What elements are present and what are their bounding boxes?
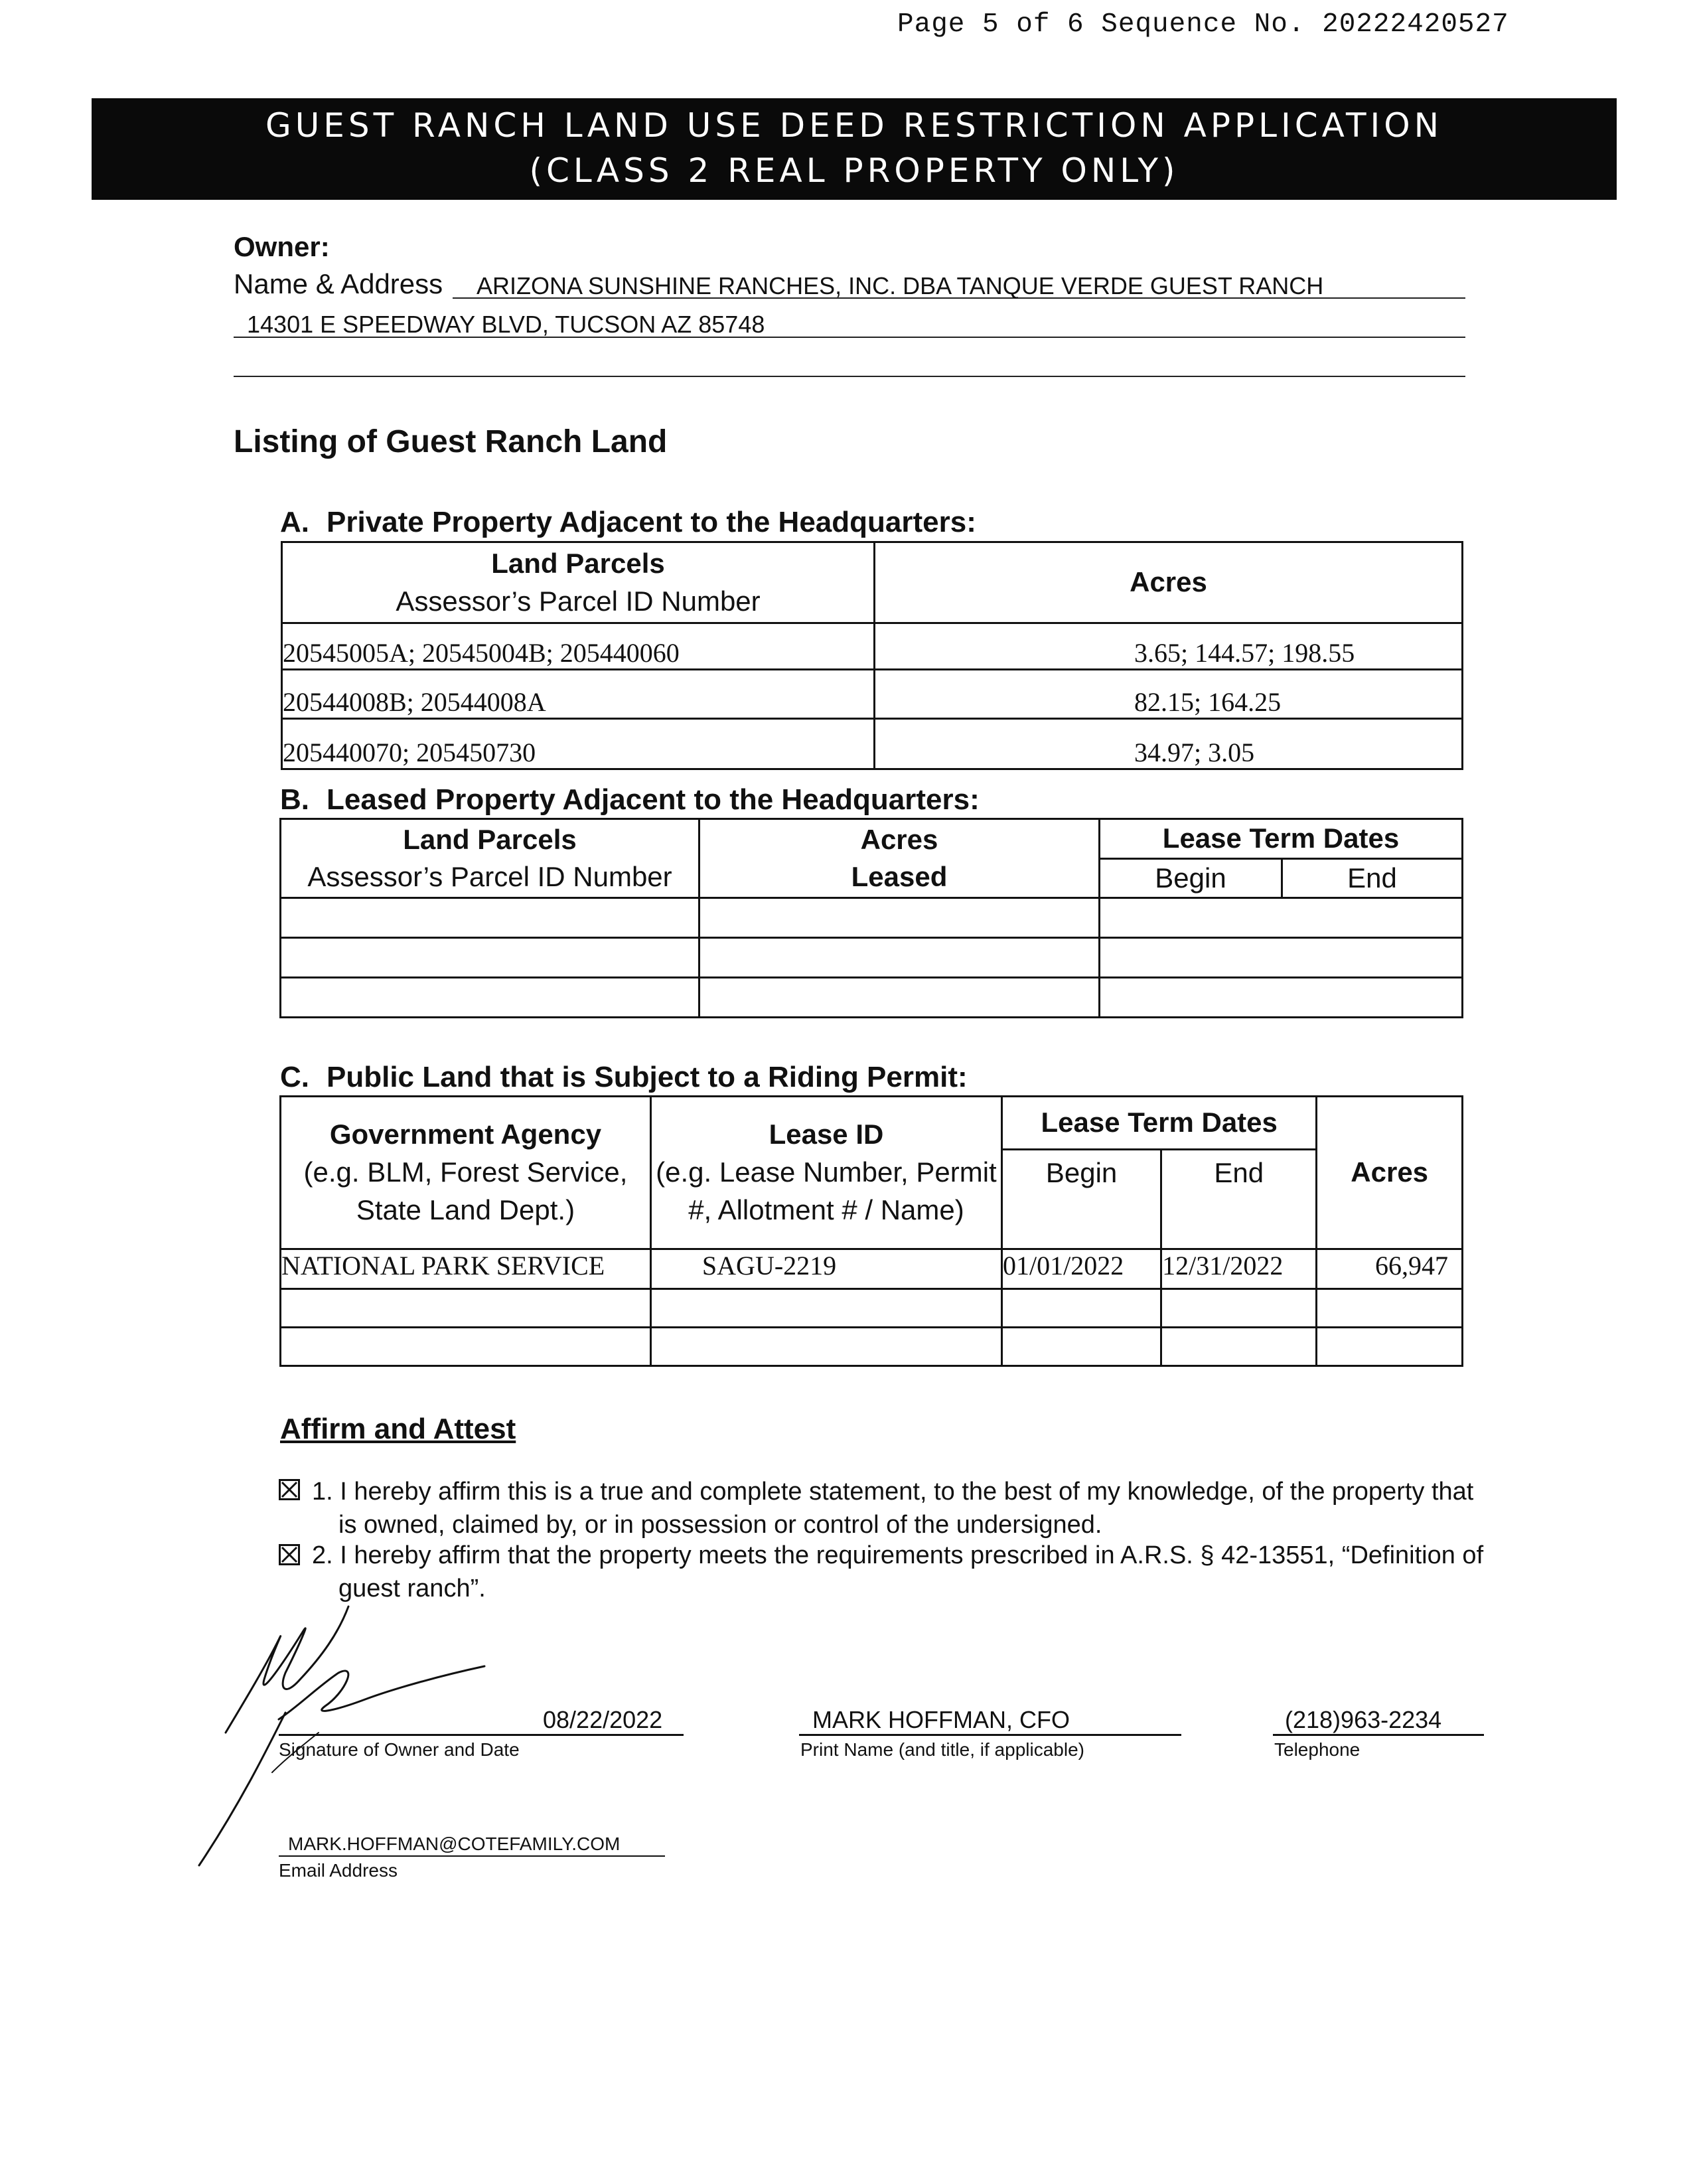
table-a-acres-cell: 34.97; 3.05 xyxy=(875,719,1463,769)
table-b-parcels-cell xyxy=(281,938,699,978)
affirm-checkbox-1[interactable] xyxy=(279,1479,300,1504)
section-c-heading xyxy=(280,1061,968,1094)
table-row xyxy=(281,1289,1463,1328)
table-c-lease-term-text: Lease Term Dates xyxy=(1041,1107,1278,1138)
table-row xyxy=(282,670,1463,719)
telephone-value: (218)963-2234 xyxy=(1285,1706,1442,1733)
section-c-letter: C. xyxy=(280,1061,309,1093)
private-property-table xyxy=(281,541,1463,770)
table-row xyxy=(281,938,1463,978)
table-row xyxy=(281,1249,1463,1289)
table-a-parcels-cell: 205440070; 205450730 xyxy=(282,719,875,769)
table-c-acres-cell xyxy=(1317,1289,1463,1328)
table-c-begin-cell xyxy=(1002,1289,1161,1328)
table-c-lease-cell xyxy=(650,1328,1001,1366)
table-c-agency-cell xyxy=(281,1328,651,1366)
table-c-begin-cell xyxy=(1002,1328,1161,1366)
table-b-dates-cell xyxy=(1100,938,1463,978)
section-b-title: Leased Property Adjacent to the Headquarters: xyxy=(327,783,980,816)
leased-property-table xyxy=(279,818,1463,1018)
telephone-label: Telephone xyxy=(1274,1739,1361,1760)
table-b-dates-cell xyxy=(1100,978,1463,1018)
print-name-label: Print Name (and title, if applicable) xyxy=(800,1739,1084,1760)
table-b-parcels-cell xyxy=(281,898,699,938)
table-a-acres-cell: 3.65; 144.57; 198.55 xyxy=(875,623,1463,670)
table-b-acres-header-2: Leased xyxy=(851,861,948,893)
telephone-line xyxy=(1273,1734,1484,1736)
owner-name-value: ARIZONA SUNSHINE RANCHES, INC. DBA TANQUE VERDE GUEST RANCH xyxy=(477,272,1324,299)
extra-address-line xyxy=(234,376,1465,377)
section-b-letter: B. xyxy=(280,783,309,816)
print-name-value: MARK HOFFMAN, CFO xyxy=(812,1706,1070,1733)
table-c-acres-header-text: Acres xyxy=(1351,1156,1429,1188)
table-c-agency-cell xyxy=(281,1289,651,1328)
form-title-line2: (CLASS 2 REAL PROPERTY ONLY) xyxy=(529,151,1179,190)
table-a-parcels-cell: 20544008B; 20544008A xyxy=(282,670,875,719)
table-c-begin-header: Begin xyxy=(1002,1150,1161,1249)
table-a-parcels-header-sub: Assessor’s Parcel ID Number xyxy=(396,585,761,617)
table-c-agency-cell: NATIONAL PARK SERVICE xyxy=(281,1249,651,1289)
affirm-item-2-text: I hereby affirm that the property meets the requirements prescribed in A.R.S. § 42-13551, “Definition of guest ranch”. xyxy=(338,1541,1484,1602)
form-title-banner xyxy=(92,98,1617,200)
table-c-lease-header-sub: (e.g. Lease Number, Permit #, Allotment # / Name) xyxy=(656,1156,997,1225)
listing-title: Listing of Guest Ranch Land xyxy=(234,424,668,459)
table-a-parcels-header-bold: Land Parcels xyxy=(491,547,665,579)
table-c-end-header: End xyxy=(1161,1150,1317,1249)
table-c-lease-header xyxy=(650,1097,1001,1249)
table-c-agency-header xyxy=(281,1097,651,1249)
table-b-end-header: End xyxy=(1282,858,1463,898)
section-c-title: Public Land that is Subject to a Riding Permit: xyxy=(327,1061,968,1093)
table-c-lease-header-bold: Lease ID xyxy=(769,1119,884,1150)
page-sequence-header: Page 5 of 6 Sequence No. 20222420527 xyxy=(897,9,1509,40)
table-c-end-cell: 12/31/2022 xyxy=(1161,1249,1317,1289)
table-a-acres-header xyxy=(875,542,1463,623)
table-c-acres-header xyxy=(1317,1097,1463,1249)
form-title-line1: GUEST RANCH LAND USE DEED RESTRICTION APPLICATION xyxy=(265,106,1443,145)
table-b-acres-cell xyxy=(699,938,1100,978)
table-b-lease-term-text: Lease Term Dates xyxy=(1162,822,1400,854)
checkbox-checked-icon xyxy=(279,1479,300,1500)
signature-date-value: 08/22/2022 xyxy=(543,1706,663,1733)
table-row xyxy=(282,719,1463,769)
owner-address-value: 14301 E SPEEDWAY BLVD, TUCSON AZ 85748 xyxy=(247,311,765,338)
email-label: Email Address xyxy=(279,1860,398,1881)
table-c-lease-cell: SAGU-2219 xyxy=(650,1249,1001,1289)
table-row xyxy=(281,898,1463,938)
table-row xyxy=(282,623,1463,670)
table-row xyxy=(281,1328,1463,1366)
table-b-acres-cell xyxy=(699,978,1100,1018)
table-b-parcels-header-sub: Assessor’s Parcel ID Number xyxy=(307,861,672,893)
table-c-agency-header-sub: (e.g. BLM, Forest Service, State Land Dept.) xyxy=(303,1156,628,1225)
table-c-end-cell xyxy=(1161,1289,1317,1328)
table-c-lease-cell xyxy=(650,1289,1001,1328)
affirm-heading: Affirm and Attest xyxy=(280,1413,516,1445)
table-c-agency-header-bold: Government Agency xyxy=(329,1119,602,1150)
table-b-parcels-header-bold: Land Parcels xyxy=(403,823,577,855)
table-row xyxy=(281,978,1463,1018)
table-b-acres-header xyxy=(699,819,1100,898)
checkbox-checked-icon xyxy=(279,1544,300,1565)
affirm-checkbox-2[interactable] xyxy=(279,1544,300,1569)
affirm-item-1 xyxy=(312,1475,1493,1541)
table-b-lease-term-header xyxy=(1100,819,1463,859)
affirm-item-2-number: 2. xyxy=(312,1541,333,1569)
section-a-title: Private Property Adjacent to the Headquarters: xyxy=(327,506,976,538)
owner-heading: Owner: xyxy=(234,231,330,262)
table-a-parcels-cell: 20545005A; 20545004B; 205440060 xyxy=(282,623,875,670)
table-b-acres-header-1: Acres xyxy=(860,823,938,855)
table-c-acres-cell: 66,947 xyxy=(1317,1249,1463,1289)
signature-date-label: Signature of Owner and Date xyxy=(279,1739,520,1760)
table-c-lease-term-header xyxy=(1002,1097,1317,1150)
affirm-item-1-text: I hereby affirm this is a true and complete statement, to the best of my knowledge, of the property that is owned, claimed by, or in possession or control of the undersigned. xyxy=(338,1478,1474,1539)
public-land-table xyxy=(279,1095,1463,1367)
table-b-acres-cell xyxy=(699,898,1100,938)
section-a-letter: A. xyxy=(280,506,309,538)
table-b-parcels-header xyxy=(281,819,699,898)
affirm-item-1-number: 1. xyxy=(312,1478,333,1506)
table-c-acres-cell xyxy=(1317,1328,1463,1366)
name-address-label: Name & Address xyxy=(234,268,443,299)
table-b-parcels-cell xyxy=(281,978,699,1018)
handwritten-signature xyxy=(186,1593,504,1872)
email-line xyxy=(279,1855,665,1857)
print-name-line xyxy=(799,1734,1181,1736)
table-a-acres-header-text: Acres xyxy=(1130,566,1207,598)
table-b-begin-header: Begin xyxy=(1100,858,1282,898)
section-b-heading xyxy=(280,783,980,817)
section-a-heading xyxy=(280,506,976,539)
table-c-end-cell xyxy=(1161,1328,1317,1366)
table-a-acres-cell: 82.15; 164.25 xyxy=(875,670,1463,719)
signature-line xyxy=(279,1734,684,1736)
table-a-parcels-header xyxy=(282,542,875,623)
email-value: MARK.HOFFMAN@COTEFAMILY.COM xyxy=(288,1833,621,1854)
table-b-dates-cell xyxy=(1100,898,1463,938)
table-c-begin-cell: 01/01/2022 xyxy=(1002,1249,1161,1289)
